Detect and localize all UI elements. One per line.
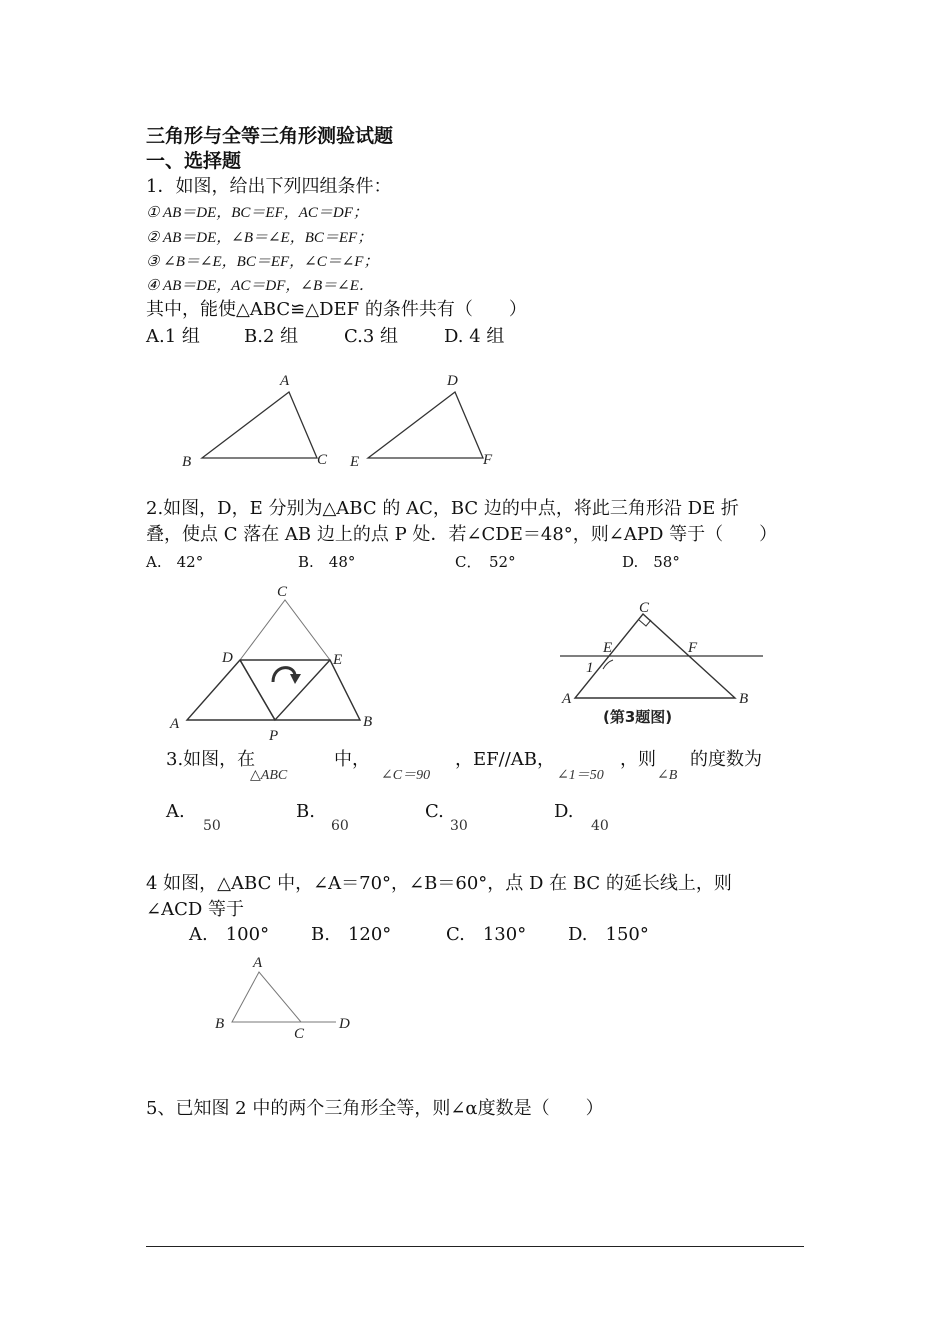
- q3-option-a-label: A.: [166, 801, 185, 822]
- label-b: B: [363, 714, 373, 730]
- label-e: E: [333, 652, 343, 668]
- triangle-abc: [202, 392, 317, 458]
- original-apex-lines: [240, 600, 330, 660]
- q1-figure: [170, 365, 510, 475]
- label-d: D: [222, 650, 233, 666]
- q4-line-2: ∠ACD 等于: [146, 899, 245, 920]
- label-a: A: [253, 955, 263, 971]
- label-c: C: [317, 452, 328, 468]
- q2-line-2: 叠，使点 C 落在 AB 边上的点 P 处．若∠CDE＝48°，则∠APD 等于（ ）: [146, 524, 778, 545]
- q4-option-b: B. 120°: [311, 924, 392, 945]
- q3-option-b-label: B.: [296, 801, 315, 822]
- label-p: P: [269, 728, 279, 744]
- q2-option-a: A. 42°: [146, 553, 204, 571]
- label-b: B: [215, 1016, 225, 1032]
- label-b: B: [182, 454, 192, 470]
- q3-stem-part-3: ，EF//AB，: [455, 749, 555, 770]
- q3-option-c-label: C.: [425, 801, 444, 822]
- q1-condition-4: ④ AB＝DE，AC＝DF，∠B＝∠E．: [146, 278, 374, 294]
- label-c: C: [639, 600, 650, 616]
- q3-option-d-value: 40: [591, 818, 609, 834]
- q3-formula-angle-b: ∠B: [657, 768, 678, 783]
- q3-formula-angle-c: ∠C＝90: [381, 768, 431, 783]
- q3-figure: [555, 596, 770, 731]
- label-1: 1: [586, 660, 594, 676]
- q3-option-d-label: D.: [554, 801, 574, 822]
- triangle-def: [368, 392, 483, 458]
- q2-figure: [165, 580, 395, 750]
- label-f: F: [483, 452, 493, 468]
- q1-option-b: B.2 组: [244, 326, 299, 347]
- label-b: B: [739, 691, 749, 707]
- q4-option-c: C. 130°: [446, 924, 527, 945]
- doc-title: 三角形与全等三角形测验试题: [146, 125, 394, 147]
- q4-option-a: A. 100°: [189, 924, 270, 945]
- label-e: E: [603, 640, 613, 656]
- label-c: C: [277, 584, 288, 600]
- q5-line: 5、已知图 2 中的两个三角形全等，则∠α度数是（ ）: [146, 1098, 604, 1119]
- q2-line-1: 2.如图，D，E 分别为△ABC 的 AC，BC 边的中点，将此三角形沿 DE 折: [146, 498, 739, 519]
- q4-option-d: D. 150°: [568, 924, 649, 945]
- q1-option-d: D. 4 组: [444, 326, 505, 347]
- q4-line-1: 4 如图，△ABC 中，∠A＝70°，∠B＝60°，点 D 在 BC 的延长线上，则: [146, 873, 732, 894]
- label-c: C: [294, 1026, 305, 1042]
- label-f: F: [688, 640, 698, 656]
- q3-stem-part-5: 的度数为: [690, 749, 762, 770]
- q3-stem-part-2: 中，: [334, 749, 370, 770]
- q1-condition-1: ① AB＝DE，BC＝EF，AC＝DF；: [146, 205, 368, 221]
- q3-formula-triangle: △ABC: [250, 768, 288, 783]
- q3-stem-part-4: ，则: [620, 749, 656, 770]
- q1-question: 其中，能使△ABC≌△DEF 的条件共有（ ）: [146, 299, 527, 320]
- q1-condition-2: ② AB＝DE，∠B＝∠E，BC＝EF；: [146, 230, 373, 246]
- q3-option-c-value: 30: [450, 818, 468, 834]
- triangle-abc: [232, 972, 301, 1022]
- label-e: E: [350, 454, 360, 470]
- label-d: D: [447, 373, 458, 389]
- q1-option-a: A.1 组: [146, 326, 200, 347]
- q3-formula-angle-1: ∠1＝50: [557, 768, 604, 783]
- label-d: D: [339, 1016, 350, 1032]
- q2-option-d: D. 58°: [622, 553, 680, 571]
- q4-figure: [210, 950, 360, 1045]
- q3-stem-part-1: 3.如图，在: [166, 749, 256, 770]
- q1-condition-3: ③ ∠B＝∠E，BC＝EF，∠C＝∠F；: [146, 254, 379, 270]
- right-angle-mark: [639, 620, 651, 626]
- trapezoid-outline: [187, 660, 360, 720]
- label-a: A: [170, 716, 180, 732]
- figure-caption: (第3题图): [603, 708, 673, 726]
- footer-rule: [146, 1246, 804, 1247]
- label-a: A: [280, 373, 290, 389]
- q2-option-b: B. 48°: [298, 553, 356, 571]
- q3-option-a-value: 50: [203, 818, 221, 834]
- q2-option-c: C． 52°: [455, 553, 516, 571]
- section-heading: 一、选择题: [146, 150, 242, 172]
- q1-stem: 1．如图，给出下列四组条件：: [146, 176, 392, 197]
- label-a: A: [562, 691, 572, 707]
- q1-option-c: C.3 组: [344, 326, 399, 347]
- q3-option-b-value: 60: [331, 818, 349, 834]
